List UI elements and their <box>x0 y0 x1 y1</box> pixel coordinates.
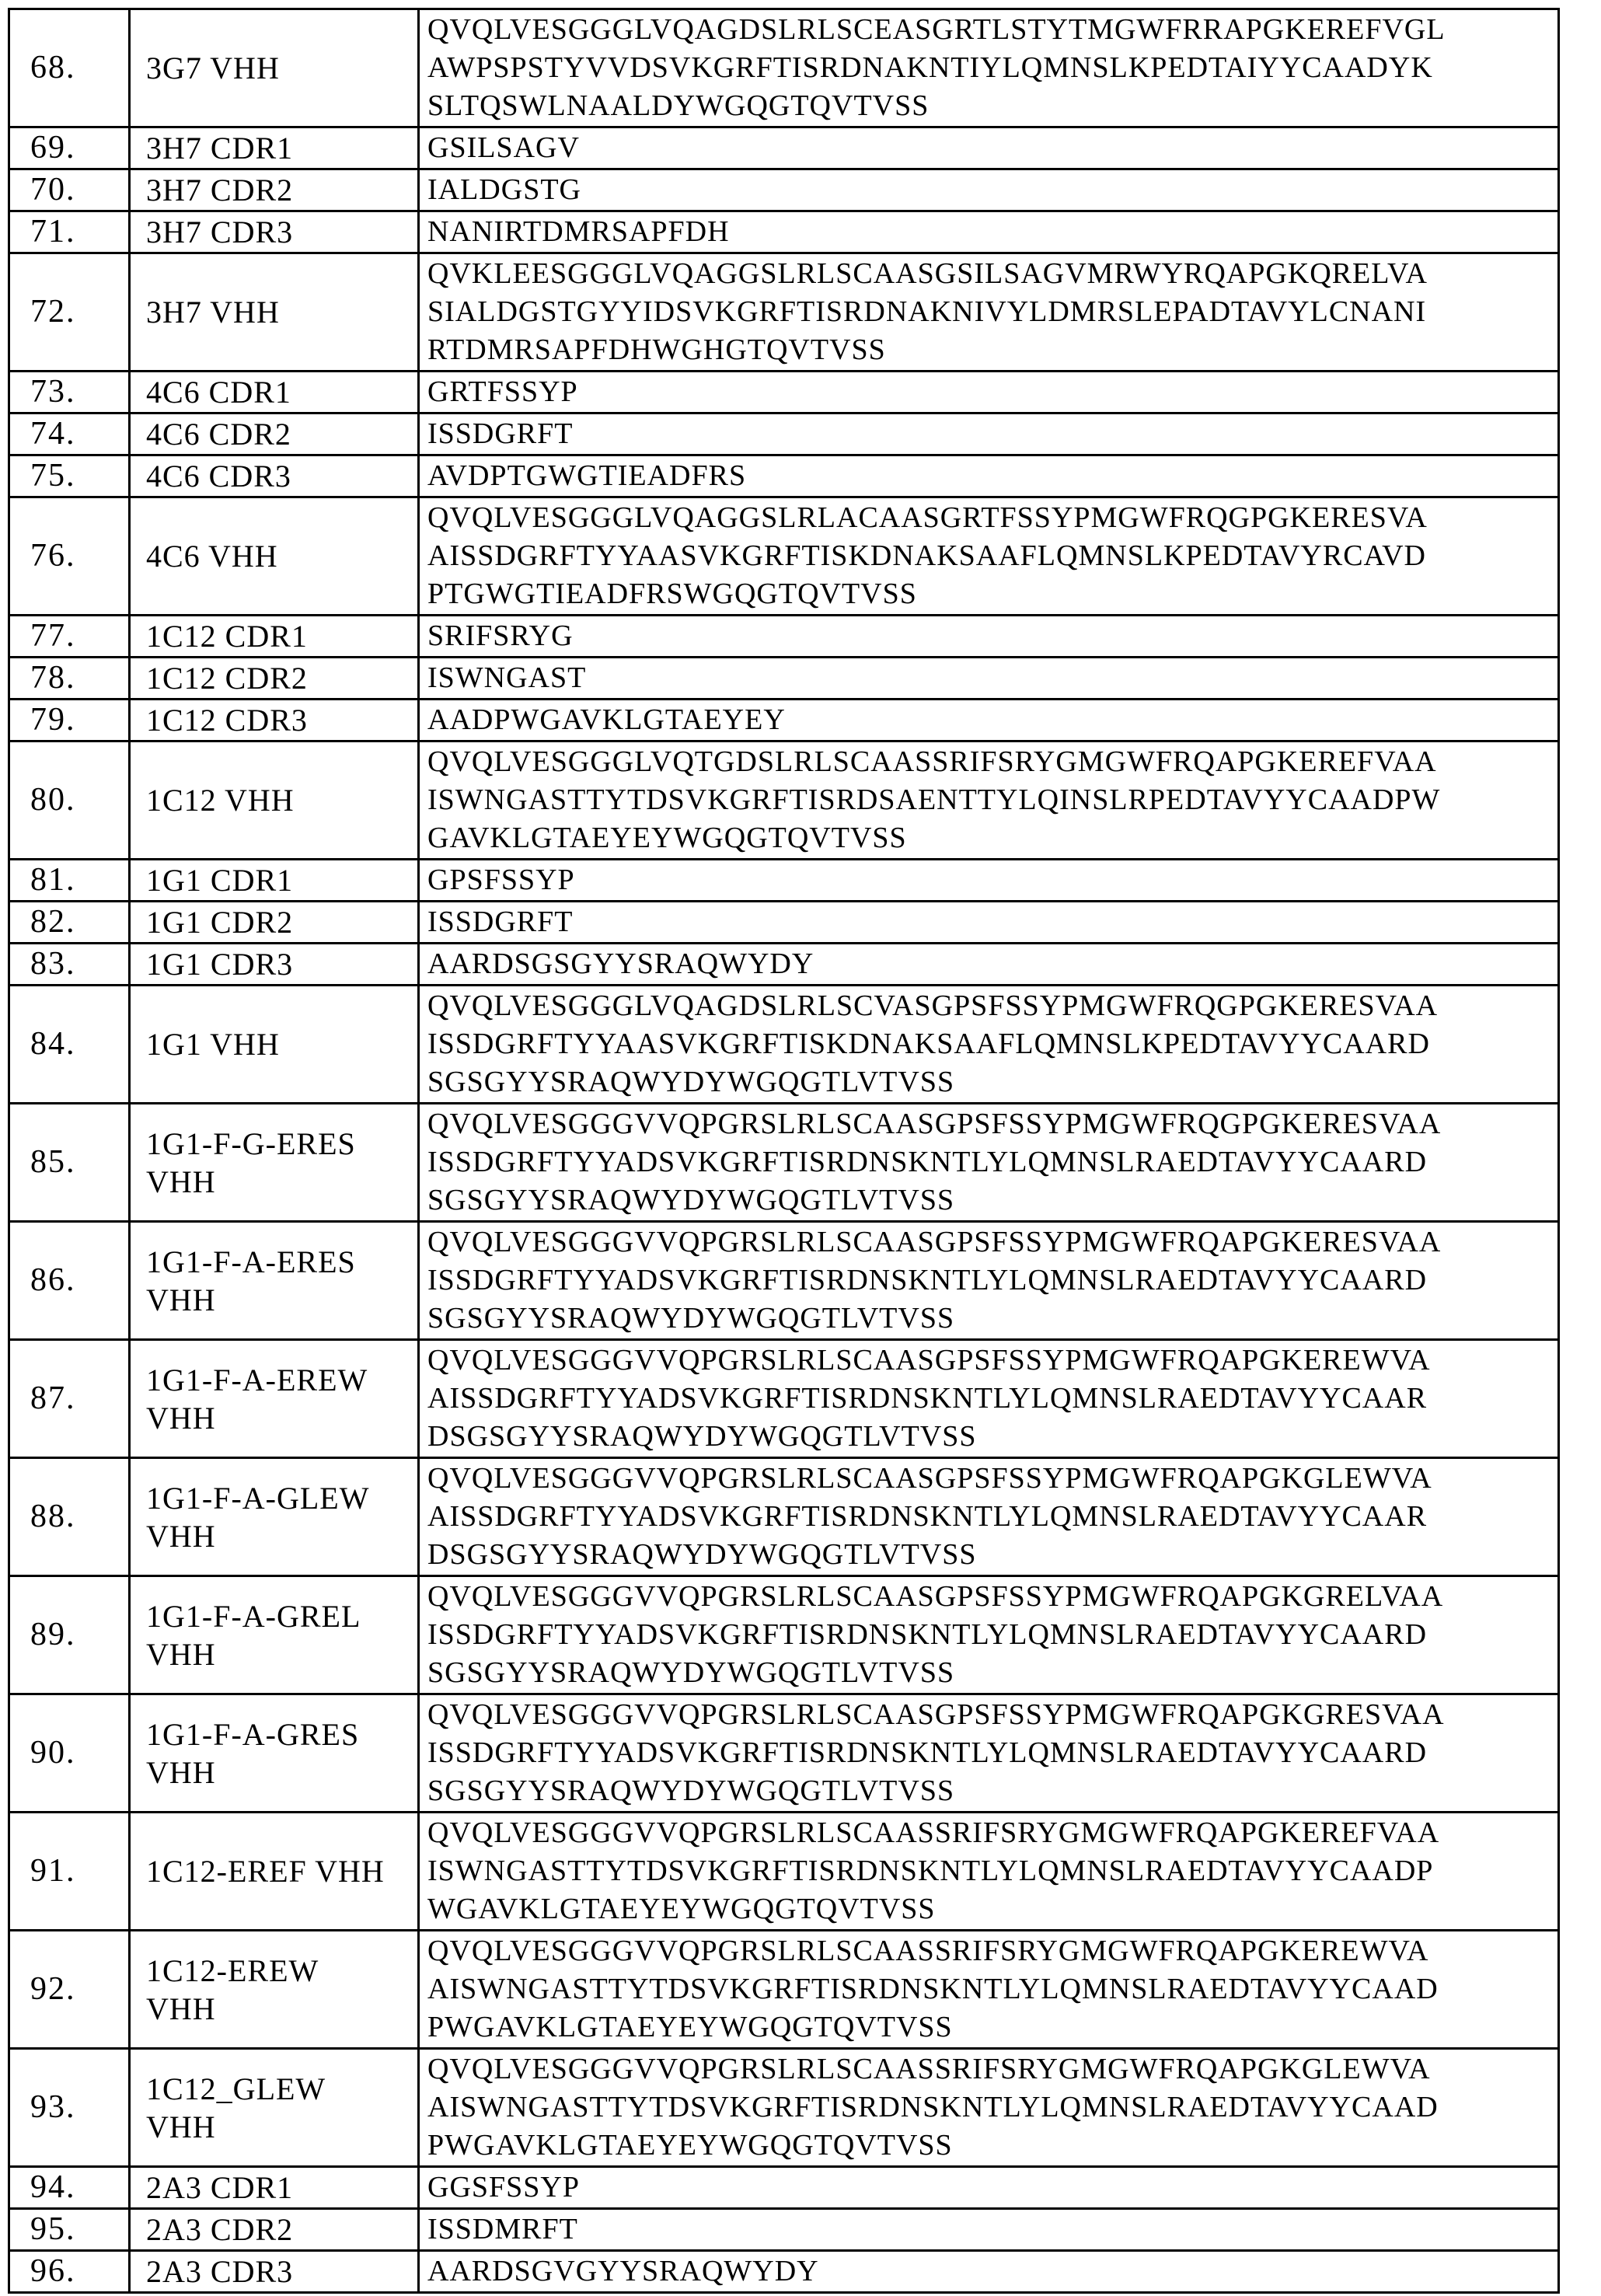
row-sequence: QVQLVESGGGVVQPGRSLRLSCAASSRIFSRYGMGWFRQAPGKEREWVA AISWNGASTTYTDSVKGRFTISRDNSKNTLYLQMNSLRAEDTAVYYCAAD PWGAVKLGTAEYEYWGQGTQVTVSS <box>419 1931 1559 2049</box>
row-name: 4C6 CDR3 <box>130 455 419 497</box>
row-sequence: GPSFSSYP <box>419 860 1559 902</box>
row-sequence: GSILSAGV <box>419 127 1559 169</box>
row-number: 70. <box>9 169 130 211</box>
row-sequence: IALDGSTG <box>419 169 1559 211</box>
row-name: 1G1 VHH <box>130 986 419 1104</box>
table-row <box>9 616 1559 658</box>
table-row <box>9 2167 1559 2209</box>
row-sequence: ISSDGRFT <box>419 902 1559 944</box>
row-name: 1G1-F-G-ERES VHH <box>130 1104 419 1222</box>
row-sequence: AARDSGVGYYSRAQWYDY <box>419 2251 1559 2293</box>
row-number: 79. <box>9 700 130 741</box>
row-number: 73. <box>9 372 130 413</box>
row-name: 1G1-F-A-EREW VHH <box>130 1340 419 1458</box>
table-row <box>9 2251 1559 2293</box>
row-sequence: GRTFSSYP <box>419 372 1559 413</box>
row-number: 82. <box>9 902 130 944</box>
row-sequence: QVQLVESGGGVVQPGRSLRLSCAASGPSFSSYPMGWFRQAPGKEREWVA AISSDGRFTYYADSVKGRFTISRDNSKNTLYLQMNSLRAEDTAVYYCAAR DSGSGYYSRAQWYDYWGQGTLVTVSS <box>419 1340 1559 1458</box>
row-sequence: SRIFSRYG <box>419 616 1559 658</box>
row-number: 90. <box>9 1694 130 1813</box>
table-row <box>9 1813 1559 1931</box>
row-name: 1G1-F-A-GREL VHH <box>130 1576 419 1694</box>
row-name: 1C12 CDR2 <box>130 658 419 700</box>
row-number: 86. <box>9 1222 130 1340</box>
row-sequence: QVQLVESGGGVVQPGRSLRLSCAASSRIFSRYGMGWFRQAPGKGLEWVA AISWNGASTTYTDSVKGRFTISRDNSKNTLYLQMNSLRAEDTAVYYCAAD PWGAVKLGTAEYEYWGQGTQVTVSS <box>419 2049 1559 2167</box>
row-sequence: ISSDGRFT <box>419 413 1559 455</box>
row-number: 94. <box>9 2167 130 2209</box>
row-number: 93. <box>9 2049 130 2167</box>
table-row <box>9 1104 1559 1222</box>
row-number: 71. <box>9 211 130 253</box>
row-sequence: QVQLVESGGGLVQTGDSLRLSCAASSRIFSRYGMGWFRQAPGKEREFVAA ISWNGASTTYTDSVKGRFTISRDSAENTTYLQINSLRPEDTAVYYCAADPW GAVKLGTAEYEYWGQGTQVTVSS <box>419 741 1559 860</box>
row-name: 1G1 CDR1 <box>130 860 419 902</box>
sequence-listing-table <box>8 8 1560 2294</box>
row-number: 89. <box>9 1576 130 1694</box>
table-row <box>9 860 1559 902</box>
table-row <box>9 658 1559 700</box>
row-sequence: AVDPTGWGTIEADFRS <box>419 455 1559 497</box>
row-number: 96. <box>9 2251 130 2293</box>
row-sequence: QVQLVESGGGVVQPGRSLRLSCAASGPSFSSYPMGWFRQAPGKGLEWVA AISSDGRFTYYADSVKGRFTISRDNSKNTLYLQMNSLRAEDTAVYYCAAR DSGSGYYSRAQWYDYWGQGTLVTVSS <box>419 1458 1559 1576</box>
row-number: 81. <box>9 860 130 902</box>
row-name: 4C6 VHH <box>130 497 419 616</box>
row-number: 74. <box>9 413 130 455</box>
row-name: 1C12 CDR1 <box>130 616 419 658</box>
table-row <box>9 497 1559 616</box>
row-name: 3G7 VHH <box>130 9 419 127</box>
row-sequence: GGSFSSYP <box>419 2167 1559 2209</box>
row-sequence: QVQLVESGGGLVQAGDSLRLSCVASGPSFSSYPMGWFRQGPGKERESVAA ISSDGRFTYYAASVKGRFTISKDNAKSAAFLQMNSLKPEDTAVYYCAARD SGSGYYSRAQWYDYWGQGTLVTVSS <box>419 986 1559 1104</box>
row-name: 1G1 CDR3 <box>130 944 419 986</box>
row-sequence: QVQLVESGGGVVQPGRSLRLSCAASGPSFSSYPMGWFRQGPGKERESVAA ISSDGRFTYYADSVKGRFTISRDNSKNTLYLQMNSLRAEDTAVYYCAARD SGSGYYSRAQWYDYWGQGTLVTVSS <box>419 1104 1559 1222</box>
row-name: 2A3 CDR3 <box>130 2251 419 2293</box>
row-sequence: QVQLVESGGGVVQPGRSLRLSCAASGPSFSSYPMGWFRQAPGKGRESVAA ISSDGRFTYYADSVKGRFTISRDNSKNTLYLQMNSLRAEDTAVYYCAARD SGSGYYSRAQWYDYWGQGTLVTVSS <box>419 1694 1559 1813</box>
row-number: 83. <box>9 944 130 986</box>
table-row <box>9 2049 1559 2167</box>
row-name: 2A3 CDR2 <box>130 2209 419 2251</box>
row-sequence: AADPWGAVKLGTAEYEY <box>419 700 1559 741</box>
row-number: 80. <box>9 741 130 860</box>
row-name: 1C12-EREF VHH <box>130 1813 419 1931</box>
row-name: 1G1-F-A-GLEW VHH <box>130 1458 419 1576</box>
row-name: 4C6 CDR1 <box>130 372 419 413</box>
table-row <box>9 700 1559 741</box>
table-row <box>9 902 1559 944</box>
row-number: 95. <box>9 2209 130 2251</box>
row-sequence: QVQLVESGGGLVQAGDSLRLSCEASGRTLSTYTMGWFRRAPGKEREFVGL AWPSPSTYVVDSVKGRFTISRDNAKNTIYLQMNSLKPEDTAIYYCAADYK SLTQSWLNAALDYWGQGTQVTVSS <box>419 9 1559 127</box>
row-number: 92. <box>9 1931 130 2049</box>
row-sequence: QVKLEESGGGLVQAGGSLRLSCAASGSILSAGVMRWYRQAPGKQRELVA SIALDGSTGYYIDSVKGRFTISRDNAKNIVYLDMRSLEPADTAVYLCNANI RTDMRSAPFDHWGHGTQVTVSS <box>419 253 1559 372</box>
sequence-table-body <box>9 9 1559 2293</box>
row-number: 77. <box>9 616 130 658</box>
row-name: 3H7 CDR3 <box>130 211 419 253</box>
row-sequence: AARDSGSGYYSRAQWYDY <box>419 944 1559 986</box>
table-row <box>9 1340 1559 1458</box>
table-row <box>9 211 1559 253</box>
row-number: 72. <box>9 253 130 372</box>
row-number: 84. <box>9 986 130 1104</box>
row-number: 87. <box>9 1340 130 1458</box>
row-name: 4C6 CDR2 <box>130 413 419 455</box>
table-row <box>9 986 1559 1104</box>
row-name: 1G1-F-A-GRES VHH <box>130 1694 419 1813</box>
table-row <box>9 1222 1559 1340</box>
table-row <box>9 741 1559 860</box>
row-number: 88. <box>9 1458 130 1576</box>
row-number: 69. <box>9 127 130 169</box>
table-row <box>9 127 1559 169</box>
row-name: 2A3 CDR1 <box>130 2167 419 2209</box>
row-name: 1C12 VHH <box>130 741 419 860</box>
row-name: 3H7 VHH <box>130 253 419 372</box>
row-name: 1G1 CDR2 <box>130 902 419 944</box>
table-row <box>9 413 1559 455</box>
table-row <box>9 1458 1559 1576</box>
row-number: 76. <box>9 497 130 616</box>
row-sequence: QVQLVESGGGVVQPGRSLRLSCAASGPSFSSYPMGWFRQAPGKERESVAA ISSDGRFTYYADSVKGRFTISRDNSKNTLYLQMNSLRAEDTAVYYCAARD SGSGYYSRAQWYDYWGQGTLVTVSS <box>419 1222 1559 1340</box>
table-row <box>9 2209 1559 2251</box>
row-sequence: QVQLVESGGGLVQAGGSLRLACAASGRTFSSYPMGWFRQGPGKERESVA AISSDGRFTYYAASVKGRFTISKDNAKSAAFLQMNSLKPEDTAVYRCAVD PTGWGTIEADFRSWGQGTQVTVSS <box>419 497 1559 616</box>
table-row <box>9 1931 1559 2049</box>
table-row <box>9 372 1559 413</box>
row-sequence: QVQLVESGGGVVQPGRSLRLSCAASSRIFSRYGMGWFRQAPGKEREFVAA ISWNGASTTYTDSVKGRFTISRDNSKNTLYLQMNSLRAEDTAVYYCAADP WGAVKLGTAEYEYWGQGTQVTVSS <box>419 1813 1559 1931</box>
row-name: 1G1-F-A-ERES VHH <box>130 1222 419 1340</box>
row-name: 1C12_GLEW VHH <box>130 2049 419 2167</box>
row-sequence: ISWNGAST <box>419 658 1559 700</box>
row-name: 1C12 CDR3 <box>130 700 419 741</box>
table-row <box>9 455 1559 497</box>
table-row <box>9 169 1559 211</box>
table-row <box>9 1576 1559 1694</box>
row-number: 85. <box>9 1104 130 1222</box>
row-sequence: QVQLVESGGGVVQPGRSLRLSCAASGPSFSSYPMGWFRQAPGKGRELVAA ISSDGRFTYYADSVKGRFTISRDNSKNTLYLQMNSLRAEDTAVYYCAARD SGSGYYSRAQWYDYWGQGTLVTVSS <box>419 1576 1559 1694</box>
row-name: 3H7 CDR2 <box>130 169 419 211</box>
row-name: 1C12-EREW VHH <box>130 1931 419 2049</box>
table-row <box>9 253 1559 372</box>
row-sequence: NANIRTDMRSAPFDH <box>419 211 1559 253</box>
row-number: 91. <box>9 1813 130 1931</box>
table-row <box>9 9 1559 127</box>
table-row <box>9 944 1559 986</box>
row-number: 75. <box>9 455 130 497</box>
table-row <box>9 1694 1559 1813</box>
row-sequence: ISSDMRFT <box>419 2209 1559 2251</box>
row-number: 68. <box>9 9 130 127</box>
row-number: 78. <box>9 658 130 700</box>
row-name: 3H7 CDR1 <box>130 127 419 169</box>
